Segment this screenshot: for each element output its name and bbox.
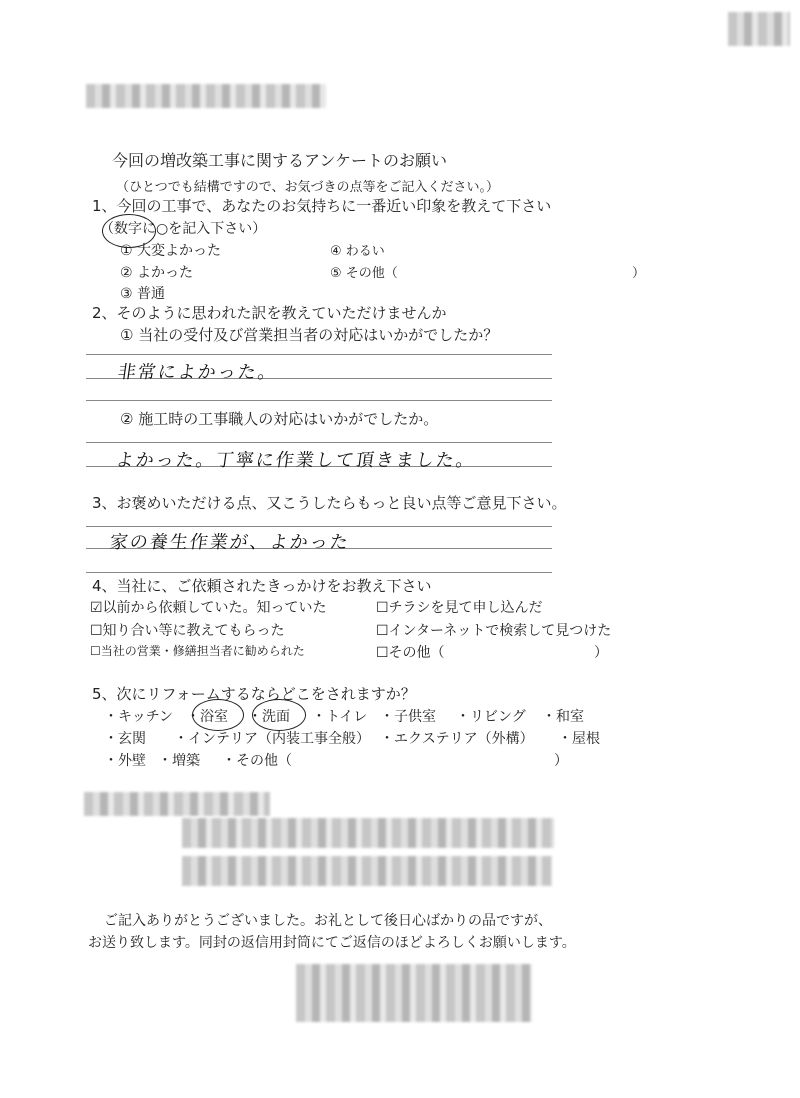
q2-sub1: ① 当社の受付及び営業担当者の対応はいかがでしたか？ [120,326,499,344]
q1-question: 1、今回の工事で、あなたのお気持ちに一番近い印象を教えて下さい [92,197,552,215]
answer-line [86,400,552,401]
q1-option-5-close: ） [632,266,646,281]
footer-line-2: お送り致します。同封の返信用封筒にてご返信のほどよろしくお願いします。 [88,935,576,951]
q5-washroom-circle-mark [252,699,306,731]
q2-question: 2、そのように思われた訳を教えていただけませんか [92,304,447,322]
q5-item-extension[interactable]: ・増築 [158,753,200,769]
redacted-stamp [296,964,532,1022]
q4-option-4[interactable]: ☐インターネットで検索して見つけた [376,623,612,639]
q4-question: 4、当社に、ご依頼されたきっかけをお教え下さい [92,577,432,595]
answer-line [86,526,552,527]
q5-item-washroom[interactable]: ・洗面 [248,709,290,725]
q5-item-exterior[interactable]: ・エクステリア（外構） [380,731,534,747]
q2-answer1-handwriting: 非常によかった。 [116,362,280,383]
q4-option-3[interactable]: ☐知り合い等に教えてもらった [90,623,285,639]
q5-item-kitchen[interactable]: ・キッチン [104,709,174,725]
answer-line [86,572,552,573]
q4-option-2[interactable]: ☐チラシを見て申し込んだ [376,600,543,616]
q2-answer2-handwriting: よかった。丁寧に作業して頂きました。 [114,450,478,471]
q1-option-4[interactable]: ④ わるい [330,244,385,259]
survey-title: 今回の増改築工事に関するアンケートのお願い [112,151,448,170]
q4-option-6-close: ） [594,645,608,661]
q5-question: 5、次にリフォームするならどこをされますか？ [92,685,416,703]
q1-option-1[interactable]: ① 大変よかった [120,243,222,259]
q5-item-other-close: ） [554,753,568,769]
q4-option-6[interactable]: ☐その他（ [376,645,445,661]
q1-option-3[interactable]: ③ 普通 [120,286,166,302]
answer-line [86,354,552,355]
q5-item-other[interactable]: ・その他（ [222,753,292,769]
q4-option-5[interactable]: ☐当社の営業・修繕担当者に勧められた [90,644,305,658]
q5-item-japanese-room[interactable]: ・和室 [542,709,584,725]
footer-line-1: ご記入ありがとうございました。お礼として後日心ばかりの品ですが、 [104,913,552,929]
q5-bathroom-circle-mark [192,699,244,731]
q3-answer-handwriting: 家の養生作業が、よかった [108,532,352,553]
redacted-name [86,84,326,108]
survey-subtitle: （ひとつでも結構ですので、お気づきの点等をご記入ください。） [116,180,499,195]
redacted-top-right [728,12,790,46]
redacted-address-label [84,792,270,816]
q4-option-1[interactable]: ☑以前から依頼していた。知っていた [90,600,327,616]
q5-item-outer-wall[interactable]: ・外壁 [104,753,146,769]
redacted-address-line1 [182,818,554,848]
q5-item-roof[interactable]: ・屋根 [558,731,600,747]
q5-item-interior[interactable]: ・インテリア（内装工事全般） [174,731,370,747]
q1-option-5[interactable]: ⑤ その他（ [330,266,398,281]
redacted-address-line2 [182,856,552,886]
q5-item-entrance[interactable]: ・玄関 [104,731,146,747]
q5-item-living[interactable]: ・リビング [456,709,526,725]
q5-item-toilet[interactable]: ・トイレ [312,709,368,725]
q2-sub2: ② 施工時の工事職人の対応はいかがでしたか。 [120,410,439,428]
q5-item-bathroom[interactable]: ・浴室 [186,709,228,725]
answer-line [86,442,552,443]
q5-item-kids-room[interactable]: ・子供室 [380,709,436,725]
q3-question: 3、お褒めいただける点、又こうしたらもっと良い点等ご意見下さい。 [92,494,567,512]
q1-option-2[interactable]: ② よかった [120,265,194,281]
q1-instruction: （数字に○を記入下さい） [100,221,267,237]
